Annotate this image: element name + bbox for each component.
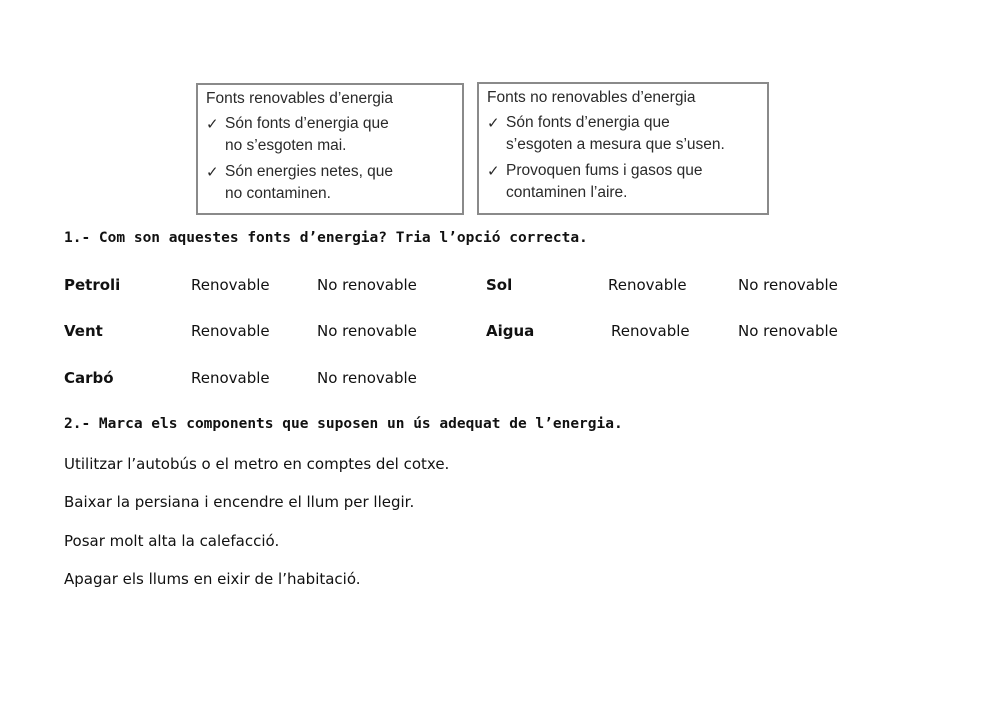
option-no-renovable[interactable]: No renovable [738,276,838,294]
option-no-renovable[interactable]: No renovable [317,322,417,340]
option-no-renovable[interactable]: No renovable [317,276,417,294]
statement-bus-metro[interactable]: Utilitzar l’autobús o el metro en comptes del cotxe. [64,455,450,473]
source-petroli: Petroli [64,276,121,294]
check-icon: ✓ [487,162,500,180]
option-renovable[interactable]: Renovable [608,276,687,294]
item-line: no contaminen. [225,185,331,202]
option-renovable[interactable]: Renovable [191,276,270,294]
statement-heating[interactable]: Posar molt alta la calefacció. [64,532,280,550]
statement-blind-light[interactable]: Baixar la persiana i encendre el llum per llegir. [64,493,415,511]
source-carbo: Carbó [64,369,114,387]
source-sol: Sol [486,276,513,294]
non-renewable-box-title: Fonts no renovables d’energia [487,89,696,106]
option-renovable[interactable]: Renovable [611,322,690,340]
option-no-renovable[interactable]: No renovable [317,369,417,387]
item-line: no s’esgoten mai. [225,137,347,154]
non-renewable-item-2 [487,160,759,204]
item-line: Són fonts d’energia que [506,114,670,131]
statement-lights-off[interactable]: Apagar els llums en eixir de l’habitació. [64,570,361,588]
question-1-title: 1.- Com son aquestes fonts d’energia? Tria l’opció correcta. [64,230,588,246]
renewable-item-1 [206,113,454,157]
check-icon: ✓ [487,114,500,132]
source-aigua: Aigua [486,322,535,340]
check-icon: ✓ [206,163,219,181]
check-icon: ✓ [206,115,219,133]
item-line: Són fonts d’energia que [225,115,389,132]
item-line: s’esgoten a mesura que s’usen. [506,136,725,153]
option-no-renovable[interactable]: No renovable [738,322,838,340]
option-renovable[interactable]: Renovable [191,322,270,340]
item-line: Provoquen fums i gasos que [506,162,703,179]
non-renewable-sources-box [477,82,769,215]
renewable-sources-box [196,83,464,215]
question-2-title: 2.- Marca els components que suposen un ús adequat de l’energia. [64,416,623,432]
renewable-box-title: Fonts renovables d’energia [206,90,393,107]
source-vent: Vent [64,322,103,340]
item-line: Són energies netes, que [225,163,394,180]
non-renewable-item-1 [487,112,759,156]
option-renovable[interactable]: Renovable [191,369,270,387]
item-line: contaminen l’aire. [506,184,628,201]
renewable-item-2 [206,161,454,205]
